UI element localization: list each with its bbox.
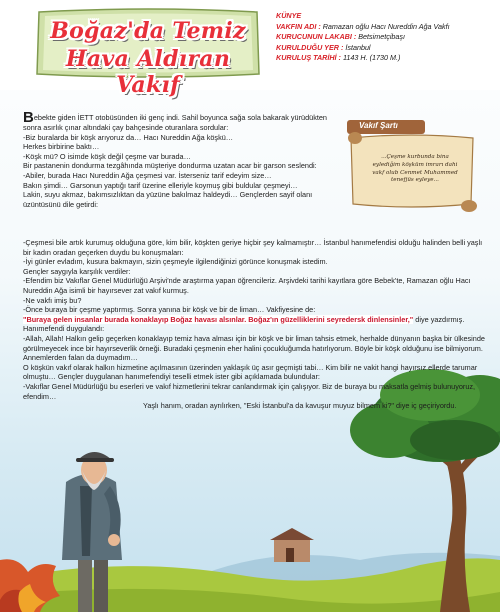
paragraph: "Buraya gelen insanlar burada konaklayıp Boğaz havası alsınlar. Boğaz'ın güzelliklerini seyredersk dinlensinler," diye yazdırmış. — [23, 314, 465, 324]
paragraph: Bir pastanenin dondurma tezgâhında müşteriye dondurma uzatan acar bir garson seslendi: — [23, 161, 317, 171]
paragraph: Bebekte giden İETT otobüsünden iki genç indi. Sahil boyunca sağa sola bakarak yürüdükten sonra asırlık çınar altındaki çay bahçesinde oturanlara sordular: — [23, 109, 327, 132]
vakif-sarti-scroll — [345, 118, 479, 214]
title-badge — [33, 8, 263, 98]
paragraph: Hanımefendi duygulandı: — [23, 324, 105, 334]
paragraph: Lakin, suyu akmaz, bakımsızlıktan da yüzüne bakılmaz haldeydi… Gençlerden sayif olanı üzüntüsünü dile getirdi: — [23, 190, 313, 209]
paragraph: -Ne vakfı imiş bu? — [23, 295, 82, 305]
paragraph: -Efendim biz Vakıflar Genel Müdürlüğü Arşivi'nde araştırma yapan öğrencileriz. Arşivdeki tarihi kayıtlara göre Bebek'te, Ramazan oğlu Hacı Nureddin Ağa isimli bir hayırsever zat vakıf kurmuş. — [23, 276, 471, 295]
article-body-middle — [23, 238, 485, 411]
paragraph: -Abiler, burada Hacı Nureddin Ağa çeşmesi var. İsterseniz tarif edeyim size… — [23, 170, 272, 180]
drop-cap: B — [23, 109, 34, 126]
title-line-2: Hava Aldıran Vakıf — [65, 46, 231, 98]
info-block — [276, 11, 498, 64]
info-row-kurucu-lakabi: KURUCUNUN LAKABI : Betsimetçibaşı — [276, 32, 406, 41]
title-line-1: Boğaz'da Temiz — [50, 18, 246, 44]
paragraph: Bakın şimdi… Garsonun yaptığı tarif üzerine elleriyle koymuş gibi buldular çeşmeyi… — [23, 180, 298, 190]
paragraph: -Çeşmesi bile artık kurumuş olduğuna göre, kim bilir, köşkten geriye hiçbir şey kalmamıştır… İstanbul hanımefendisi olduğu halinden belli yaşlı bir kadın oradan geçerken duydu bu konuşmaları: — [23, 238, 483, 257]
scroll-quote: ...Çeşme kurbunda bina eylediğim köşküm imrarı dahi vakf olub Cenmet Muhammed tenefjüs eyleye... — [372, 154, 458, 184]
paragraph: -Allah, Allah! Halkın gelip geçerken konaklayıp temiz hava alması için bir köşk ve bir liman tahsis etmek, herhalde dünyanın başka bir ülkesinde görülmeyecek ince bir hayırseverlik örneği. Buradaki çeşmenin eher halini çocukluğumda hatırlıyorum. Böyle bir köşk olduğunu ise bilmiyorum. Annemlerden falan da duymadım… — [23, 333, 485, 363]
paragraph: Herkes birbirine baktı… — [23, 142, 100, 152]
paragraph: -Önce buraya bir çeşme yaptırmış. Sonra yanına bir köşk ve bir de liman… Vakfiyesine de: — [23, 305, 316, 315]
paragraph: -İyi günler evladım, kusura bakmayın, sizin çeşmeyle ilgilendiğinizi görünce konuşmak istedim. — [23, 257, 328, 267]
info-row-kurulus-tarihi: KURULUŞ TARİHİ : 1143 H. (1730 M.) — [276, 53, 401, 62]
paragraph: Yaşlı hanım, oradan ayrılırken, "Eski İstanbul'a da kavuşur muyuz bilmem ki?" diye iç geçiriyordu. — [143, 401, 457, 411]
info-row-vakif-adi: VAKFIN ADI : Ramazan oğlu Hacı Nureddin Ağa Vakfı — [276, 21, 450, 31]
paragraph: -Vakıflar Genel Müdürlüğü bu eserleri ve vakıf hizmetlerini tekrar canlandırmak için çalışıyor. Biz de buraya bu maksatla gelmiş bulunuyoruz, efendim… — [23, 381, 476, 401]
paragraph: -Biz buralarda bir köşk arıyoruz da… Hacı Nureddin Ağa köşkü… — [23, 132, 234, 142]
paragraph: O köşkün vakıf olarak halkın hizmetine açılmasının üzerinden yaklaşık üç asır geçmişti tabi… Kim bilir ne vakit hangi hayırsız ellerde tarumar olmuştu… Gençler duygulanan hanımefendiyi teselli etmek ister gibi açıklamada bulundular: — [23, 362, 478, 382]
info-row-kuruldugu-yer: KURULDUĞU YER : İstanbul — [276, 42, 371, 52]
highlighted-quote: "Buraya gelen insanlar burada konaklayıp Boğaz havası alsınlar. Boğaz'ın güzelliklerini seyredersk dinlensinler," — [23, 314, 414, 324]
paragraph: -Köşk mü? O isimde köşk değil çeşme var burada… — [23, 151, 191, 161]
info-row-kunye: KÜNYE — [276, 11, 302, 20]
article-body-upper — [23, 109, 335, 209]
paragraph: Gençler saygıyla karşılık verdiler: — [23, 266, 131, 276]
scroll-title: Vakıf Şartı — [359, 121, 398, 130]
